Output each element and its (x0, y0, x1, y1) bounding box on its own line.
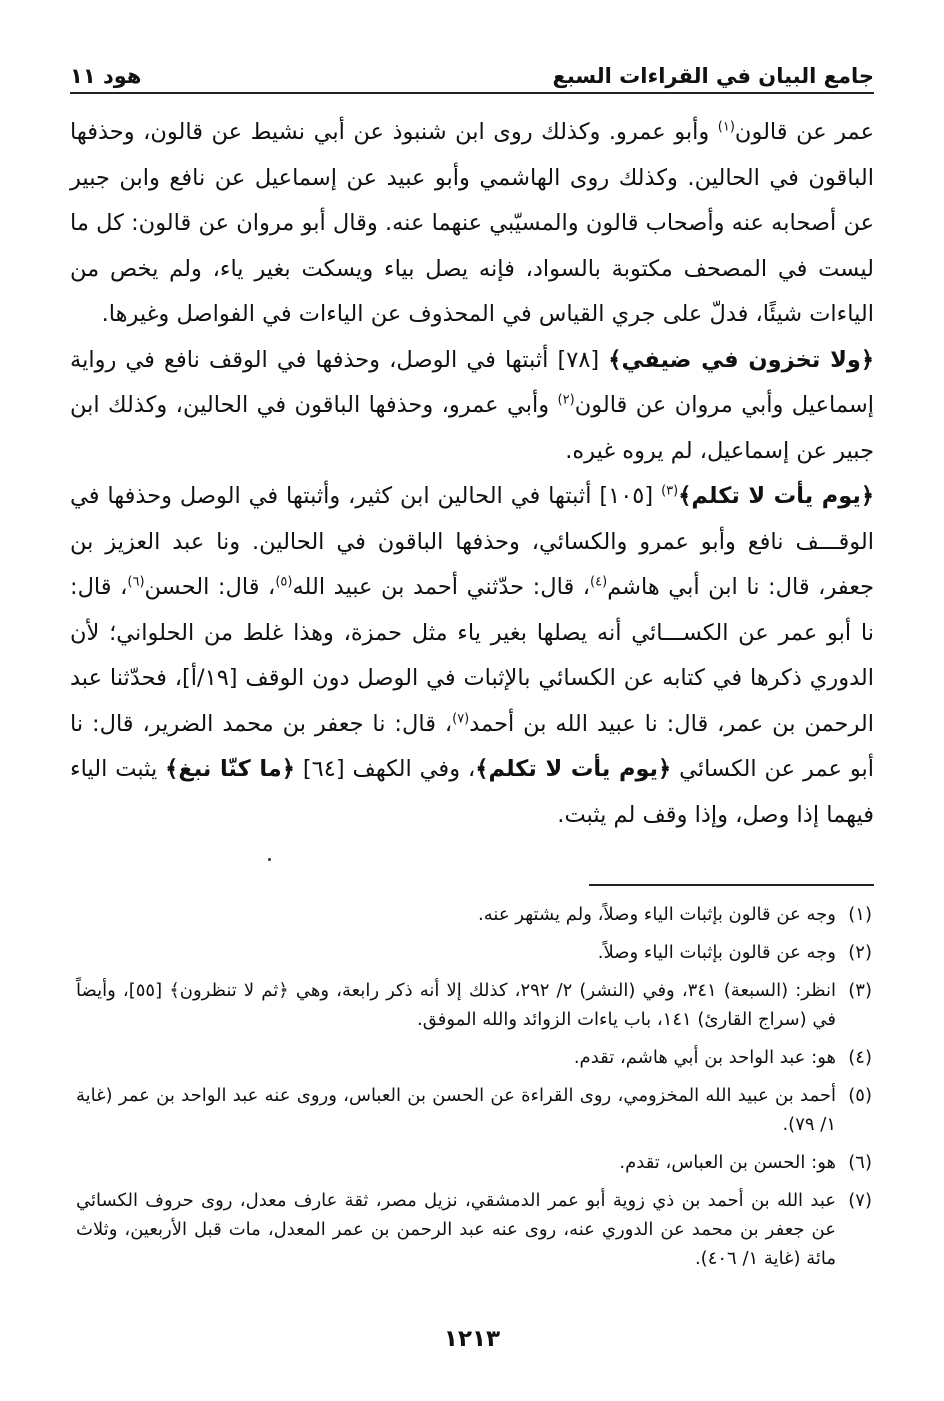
footnote (76, 938, 872, 967)
quran-verse: ﴿يوم يأت لا تكلم﴾ (475, 756, 672, 782)
footnote-number: (٥) (848, 1085, 872, 1106)
ink-dot (268, 858, 271, 861)
footnote (76, 1186, 872, 1273)
text-run: يثبت الياء فيهما إذا وصل، وإذا وقف لم يثبت. (70, 756, 874, 828)
footnote-number: (٧) (848, 1190, 872, 1211)
page-number: ١٢١٣ (443, 1326, 501, 1352)
paragraph-1 (70, 110, 874, 338)
text-run: ، قال: حدّثني أحمد بن عبيد الله (292, 574, 591, 600)
footnote-number: (٢) (848, 942, 872, 963)
text-run: ، قال: الحسن (144, 574, 276, 600)
book-title: جامع البيان في القراءات السبع (552, 64, 874, 88)
text-run: ، وفي الكهف [٦٤] (294, 756, 476, 782)
text-run: [١٠٥] أثبتها في الحالين ابن كثير، وأثبتها في الوصل وحذفها في الوقـــف نافع وأبو عمرو والكسائي، وحذفها الباقون في الحالين. ونا عبد العزيز بن جعفر، قال: نا ابن أبي هاشم (70, 483, 874, 600)
running-header (70, 58, 874, 94)
footnote-number: (٤) (848, 1047, 872, 1068)
text-run: وأبي عمرو، وحذفها الباقون في الحالين، وكذلك ابن جبير عن إسماعيل، لم يروه غيره. (70, 392, 874, 464)
quran-verse: ﴿ولا تخزون في ضيفي﴾ (608, 346, 874, 373)
footnote-ref-2[interactable]: (٢) (557, 392, 575, 408)
footnote-text: هو: الحسن بن العباس، تقدم. (619, 1152, 836, 1173)
paragraph-3 (70, 474, 874, 838)
footnote (76, 1081, 872, 1139)
paragraph-2 (70, 338, 874, 475)
footnote-text: انظر: (السبعة) ٣٤١، وفي (النشر) ٢/ ٢٩٢، كذلك إلا أنه ذكر رابعة، وهي ﴿ثم لا تنظرون﴾ [٥٥]، وأيضاً في (سراج القارئ) ١٤١، باب ياءات الزوائد والله الموفق. (76, 980, 836, 1030)
footnote (76, 900, 872, 929)
footnotes (76, 900, 872, 1282)
footnote-text: عبد الله بن أحمد بن ذي زوية أبو عمر الدمشقي، نزيل مصر، ثقة عارف معدل، روى حروف الكسائي عن جعفر بن محمد عن الدوري عنه، روى عنه عبد الرحمن بن عمر المعدل، مات قبل الأربعين، وثلاث مائة (غاية ١/ ٤٠٦). (76, 1190, 836, 1269)
footnote-text: وجه عن قالون بإثبات الياء وصلاً، ولم يشتهر عنه. (478, 904, 836, 925)
footnote-ref-6[interactable]: (٦) (127, 574, 145, 590)
footnote (76, 1043, 872, 1072)
text-run: وأبو عمرو. وكذلك روى ابن شنبوذ عن أبي نشيط عن قالون، وحذفها الباقون في الحالين. وكذلك روى الهاشمي وأبو عبيد عن إسماعيل عن نافع وابن جبير عن أصحابه عنه وأصحاب قالون والمسيّبي عنهما عنه. وقال أبو مروان عن قالون: كل ما ليست في المصحف مكتوبة بالسواد، فإنه يصل بياء ويسكت بغير ياء، ولم يخص من الياءات شيئًا، فدلّ على جري القياس في المحذوف عن الياءات في الفواصل وغيرها. (70, 119, 874, 327)
text-run: [٧٨] أثبتها في الوصل، وحذفها في الوقف نافع في رواية إسماعيل وأبي مروان عن قالون (70, 346, 874, 418)
surah-label: هود ١١ (70, 64, 142, 88)
footnote-number: (١) (848, 904, 872, 925)
footnote-text: هو: عبد الواحد بن أبي هاشم، تقدم. (573, 1047, 836, 1068)
footnote-number: (٣) (848, 980, 872, 1001)
footnote (76, 976, 872, 1034)
footnote-ref-7[interactable]: (٧) (452, 711, 470, 726)
footnote-ref-3[interactable]: (٣) (661, 483, 679, 499)
footnote-text: أحمد بن عبيد الله المخزومي، روى القراءة عن الحسن بن العباس، وروى عنه عبد الواحد بن عمر (غاية ١/ ٧٩). (76, 1085, 836, 1135)
footnote-number: (٦) (848, 1152, 872, 1173)
footnote-ref-4[interactable]: (٤) (590, 574, 608, 590)
footnote-separator (589, 884, 874, 886)
quran-verse: ﴿يوم يأت لا تكلم﴾ (678, 483, 874, 509)
footnote (76, 1148, 872, 1177)
main-text (70, 110, 874, 838)
text-run: ، قال: نا أبو عمر عن الكســـائي أنه يصلها بغير ياء مثل حمزة، وهذا غلط من الحلواني؛ لأن الدوري ذكرها في كتابه عن الكسائي بالإثبات في الوصل دون الوقف [١٩/أ]، فحدّثنا عبد الرحمن بن عمر، قال: نا عبيد الله بن أحمد (70, 574, 875, 737)
footnote-ref-5[interactable]: (٥) (275, 574, 293, 590)
text-run: ، قال: نا جعفر بن محمد الضرير، قال: نا أبو عمر عن الكسائي (70, 710, 874, 782)
footnote-ref-1[interactable]: (١) (717, 119, 735, 135)
footnote-text: وجه عن قالون بإثبات الياء وصلاً. (597, 942, 836, 963)
text-run: عمر عن قالون (734, 119, 874, 145)
quran-verse: ﴿ما كنّا نبغ﴾ (165, 756, 295, 782)
